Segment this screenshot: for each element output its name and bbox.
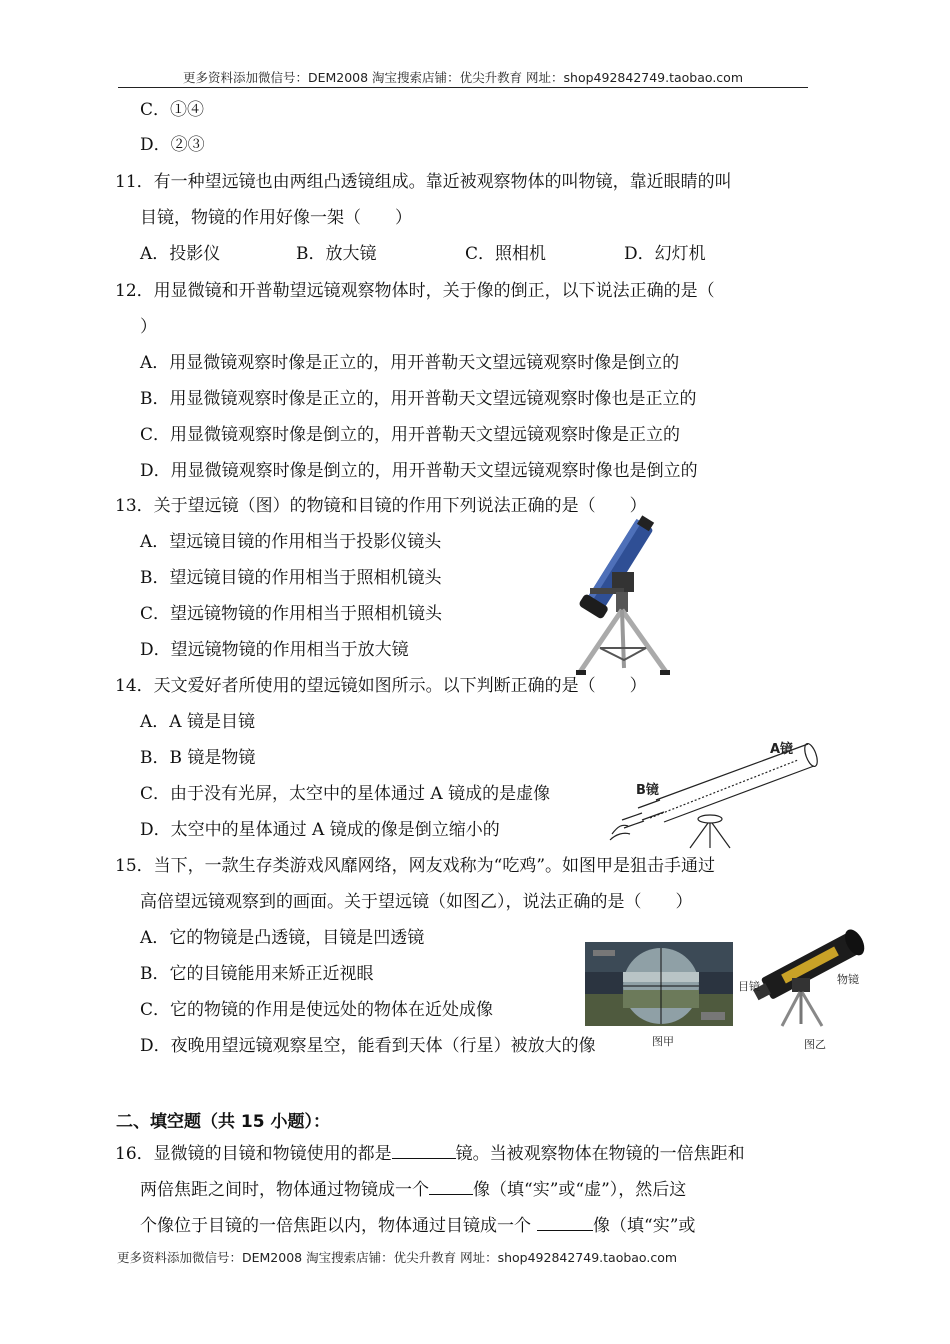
q16-line3-text-a: 个像位于目镜的一倍焦距以内，物体通过目镜成一个 bbox=[140, 1216, 531, 1236]
q14-option-b: B．B 镜是物镜 bbox=[140, 748, 256, 768]
q13-option-c: C．望远镜物镜的作用相当于照相机镜头 bbox=[140, 604, 443, 624]
q16-line1 bbox=[115, 1142, 745, 1165]
q16-line1-text-a: 16．显微镜的目镜和物镜使用的都是 bbox=[115, 1144, 392, 1164]
q13-option-a: A．望远镜目镜的作用相当于投影仪镜头 bbox=[140, 532, 442, 552]
q15-option-d: D．夜晚用望远镜观察星空，能看到天体（行星）被放大的像 bbox=[140, 1036, 596, 1056]
q14-option-d: D．太空中的星体通过 A 镜成的像是倒立缩小的 bbox=[140, 820, 500, 840]
q11-option-d: D．幻灯机 bbox=[624, 244, 706, 264]
q13-option-d: D．望远镜物镜的作用相当于放大镜 bbox=[140, 640, 409, 660]
q13-stem: 13．关于望远镜（图）的物镜和目镜的作用下列说法正确的是（ ） bbox=[115, 496, 647, 516]
q15-stem-line2: 高倍望远镜观察到的画面。关于望远镜（如图乙），说法正确的是（ ） bbox=[140, 892, 693, 912]
q12-option-d: D．用显微镜观察时像是倒立的，用开普勒天文望远镜观察时像也是倒立的 bbox=[140, 461, 698, 481]
q12-option-a: A．用显微镜观察时像是正立的，用开普勒天文望远镜观察时像是倒立的 bbox=[140, 353, 680, 373]
q16-line2-text-b: 像（填“实”或“虚”），然后这 bbox=[473, 1180, 687, 1200]
q14-label-a-lens: A镜 bbox=[770, 742, 794, 757]
q11-option-c: C．照相机 bbox=[465, 244, 547, 264]
q15-label-eyepiece: 目镜 bbox=[738, 980, 760, 993]
q15-option-c: C．它的物镜的作用是使远处的物体在近处成像 bbox=[140, 1000, 494, 1020]
q11-option-b: B．放大镜 bbox=[296, 244, 377, 264]
q13-option-b: B．望远镜目镜的作用相当于照相机镜头 bbox=[140, 568, 442, 588]
header-divider bbox=[118, 87, 808, 88]
q10-option-d: D．②③ bbox=[140, 135, 205, 155]
page-header: 更多资料添加微信号：DEM2008 淘宝搜索店铺：优尖升教育 网址：shop492842749.taobao.com bbox=[182, 70, 744, 85]
q14-option-a: A．A 镜是目镜 bbox=[140, 712, 255, 732]
q15-caption-jia: 图甲 bbox=[652, 1035, 674, 1048]
q12-option-c: C．用显微镜观察时像是倒立的，用开普勒天文望远镜观察时像是正立的 bbox=[140, 425, 681, 445]
q16-line3 bbox=[140, 1214, 695, 1237]
q11-stem-line2: 目镜，物镜的作用好像一架（ ） bbox=[140, 208, 412, 228]
q16-line2-text-a: 两倍焦距之间时，物体通过物镜成一个 bbox=[140, 1180, 429, 1200]
q15-option-b: B．它的目镜能用来矫正近视眼 bbox=[140, 964, 374, 984]
q13-telescope-figure bbox=[570, 500, 680, 678]
page-footer: 更多资料添加微信号：DEM2008 淘宝搜索店铺：优尖升教育 网址：shop492842749.taobao.com bbox=[117, 1250, 678, 1265]
q16-line1-text-b: 镜。当被观察物体在物镜的一倍焦距和 bbox=[455, 1144, 745, 1164]
q16-line3-text-b: 像（填“实”或 bbox=[593, 1216, 696, 1236]
q11-stem-line1: 11．有一种望远镜也由两组凸透镜组成。靠近被观察物体的叫物镜，靠近眼睛的叫 bbox=[115, 172, 732, 192]
q16-blank-3[interactable] bbox=[537, 1214, 593, 1231]
q16-line2 bbox=[140, 1178, 686, 1201]
q16-blank-2[interactable] bbox=[429, 1178, 473, 1195]
q12-stem-line1: 12．用显微镜和开普勒望远镜观察物体时，关于像的倒正，以下说法正确的是（ bbox=[115, 281, 715, 301]
q15-option-a: A．它的物镜是凸透镜，目镜是凹透镜 bbox=[140, 928, 425, 948]
q14-stem: 14．天文爱好者所使用的望远镜如图所示。以下判断正确的是（ ） bbox=[115, 676, 647, 696]
q11-option-a: A．投影仪 bbox=[140, 244, 221, 264]
q14-label-b-lens: B镜 bbox=[636, 783, 659, 798]
q15-scope-view-image bbox=[585, 942, 733, 1026]
q12-stem-line2: ） bbox=[140, 317, 157, 337]
q16-blank-1[interactable] bbox=[392, 1142, 456, 1159]
q15-label-objective: 物镜 bbox=[837, 973, 859, 986]
section-title: 二、填空题（共 15 小题）： bbox=[116, 1112, 330, 1132]
q15-caption-yi: 图乙 bbox=[804, 1038, 826, 1051]
q14-option-c: C．由于没有光屏，太空中的星体通过 A 镜成的是虚像 bbox=[140, 784, 551, 804]
q10-option-c: C．①④ bbox=[140, 100, 205, 120]
q12-option-b: B．用显微镜观察时像是正立的，用开普勒天文望远镜观察时像也是正立的 bbox=[140, 389, 697, 409]
q15-stem-line1: 15．当下，一款生存类游戏风靡网络，网友戏称为“吃鸡”。如图甲是狙击手通过 bbox=[115, 856, 716, 876]
